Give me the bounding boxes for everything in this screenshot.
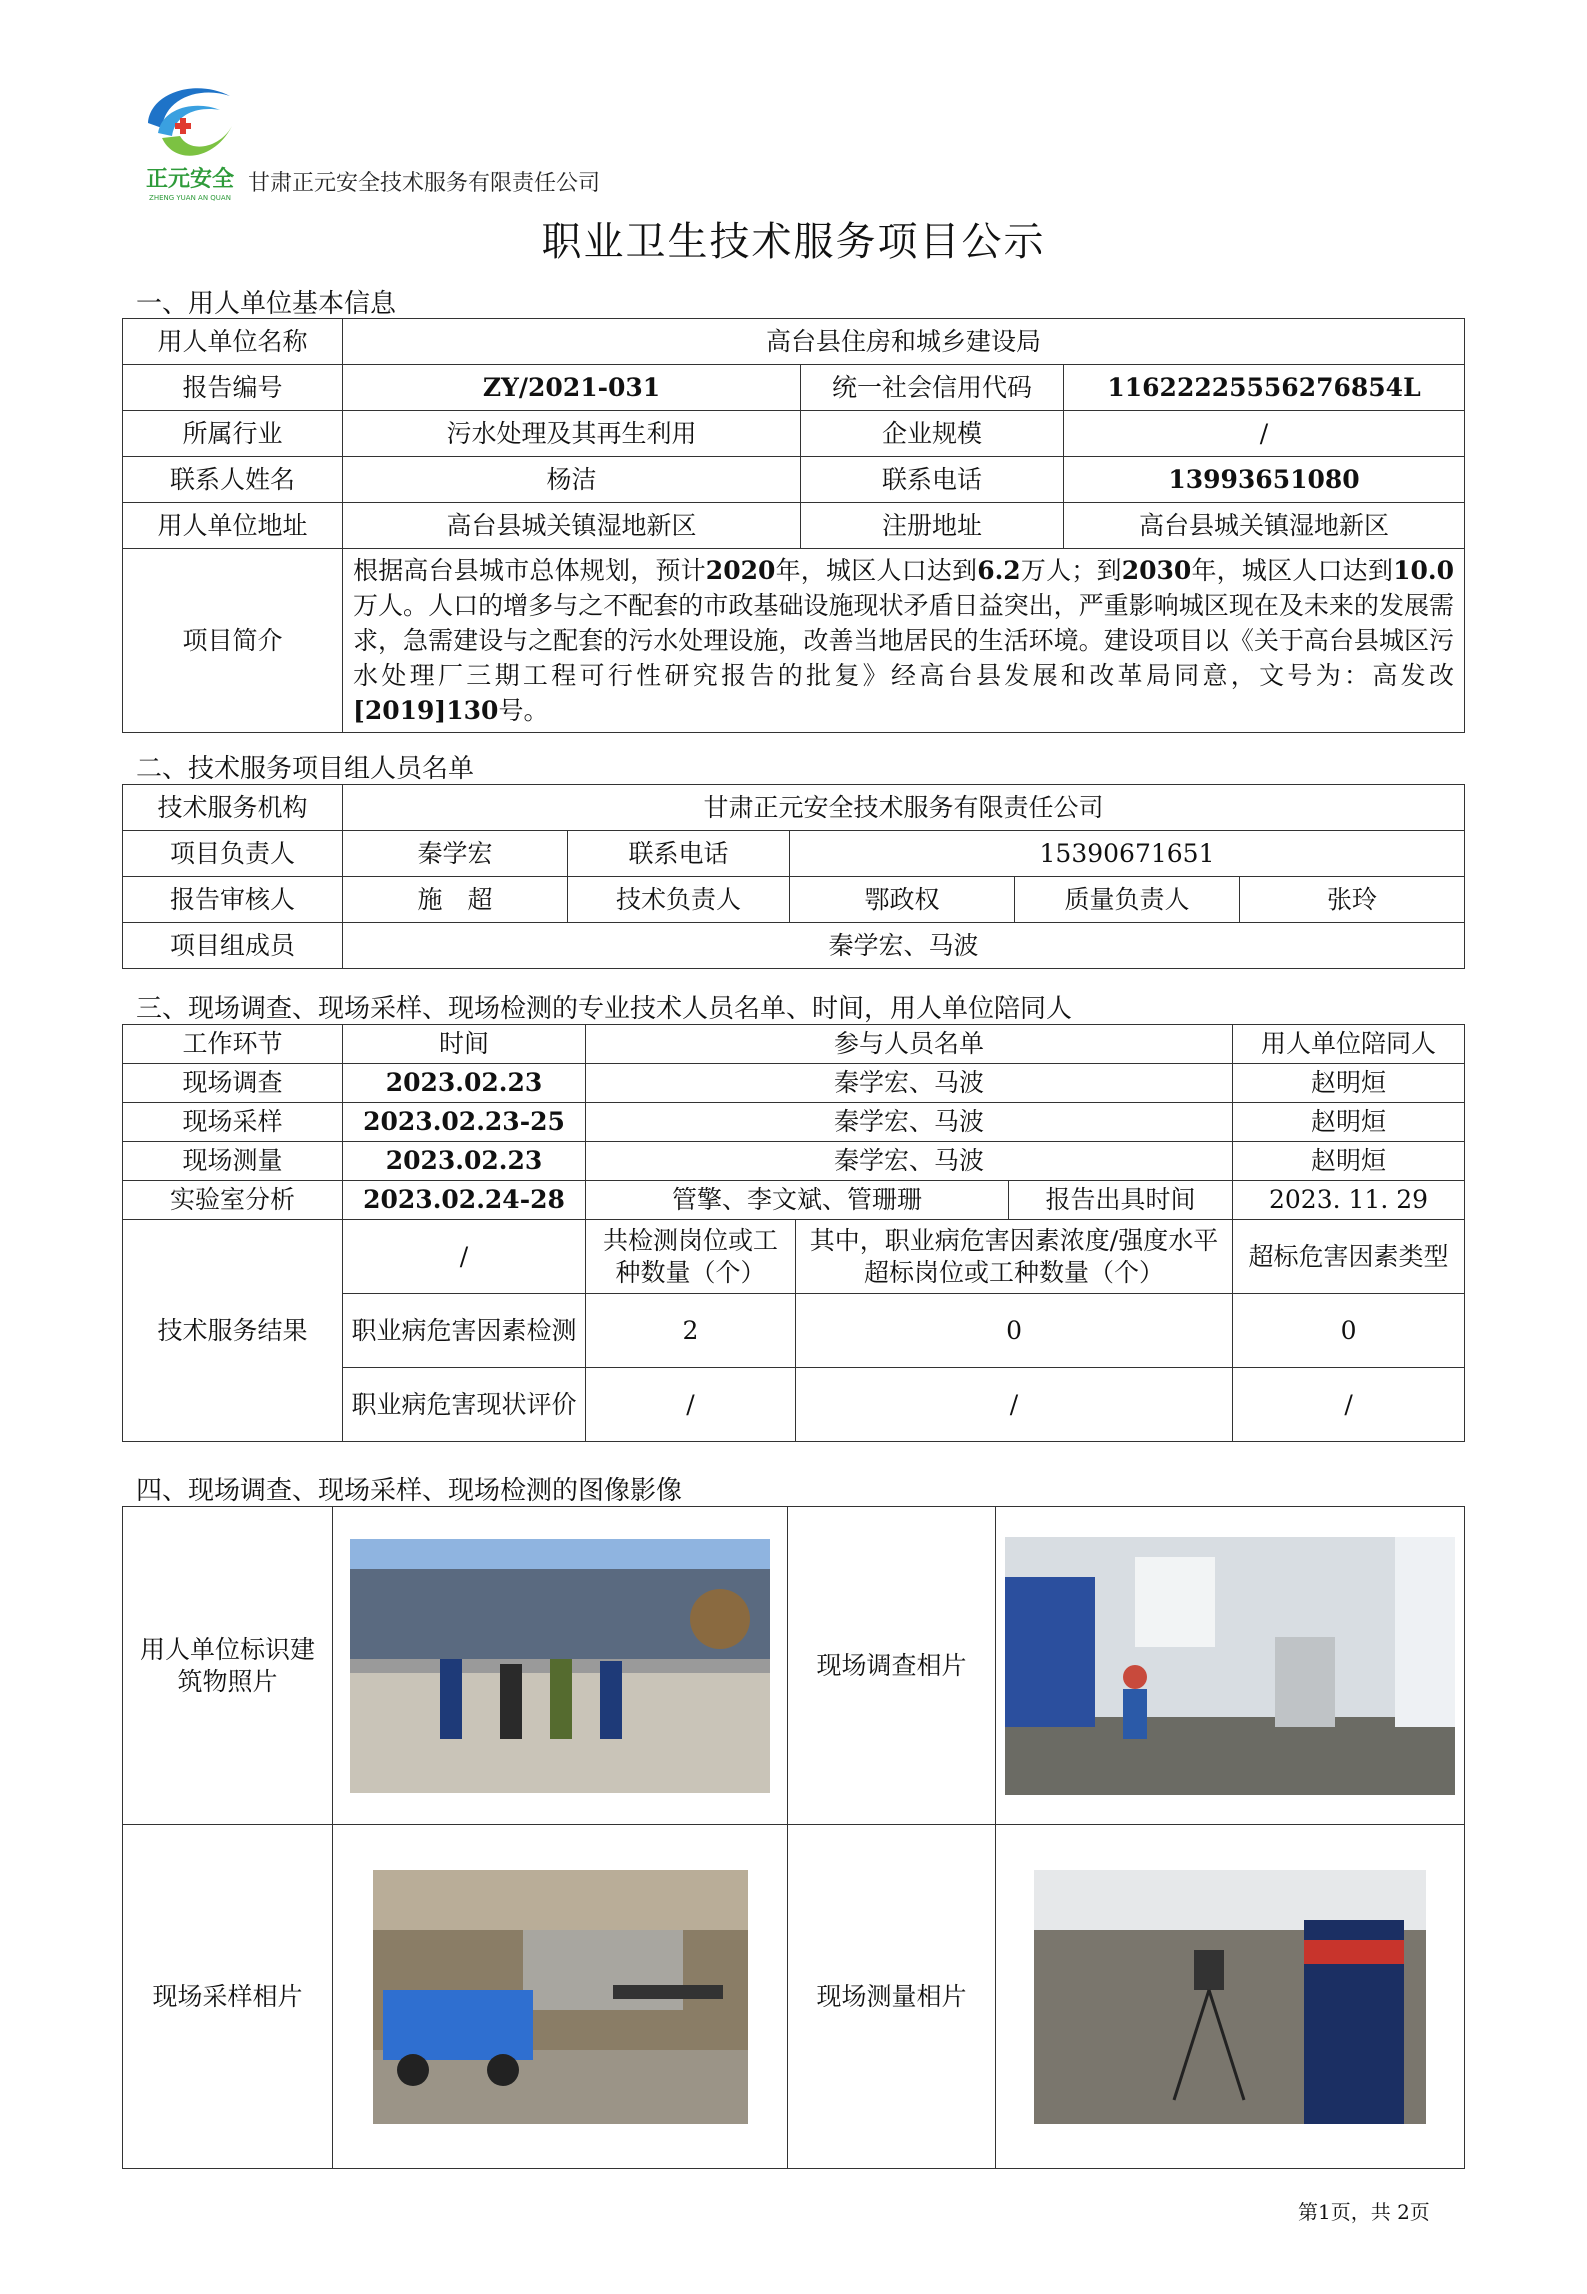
value-scale: / bbox=[1064, 411, 1465, 457]
value-unit-name: 高台县住房和城乡建设局 bbox=[343, 319, 1465, 365]
table-row bbox=[123, 1103, 1465, 1142]
results-row-count: / bbox=[586, 1368, 796, 1442]
stage-cell: 现场调查 bbox=[123, 1064, 343, 1103]
label-org: 技术服务机构 bbox=[123, 785, 343, 831]
label-phone: 联系电话 bbox=[801, 457, 1064, 503]
value-members: 秦学宏、马波 bbox=[343, 923, 1465, 969]
label-leader: 项目负责人 bbox=[123, 831, 343, 877]
section-title-photos: 四、现场调查、现场采样、现场检测的图像影像 bbox=[136, 1476, 683, 1506]
escort-cell: 赵明烜 bbox=[1233, 1142, 1465, 1181]
results-header-slash: / bbox=[343, 1220, 586, 1294]
people-cell: 秦学宏、马波 bbox=[586, 1064, 1233, 1103]
escort-cell: 赵明烜 bbox=[1233, 1064, 1465, 1103]
photo-label-building: 用人单位标识建筑物照片 bbox=[123, 1507, 333, 1825]
label-reg-address: 注册地址 bbox=[801, 503, 1064, 549]
measure-photo bbox=[1034, 1870, 1426, 2124]
value-reviewer: 施 超 bbox=[343, 877, 568, 923]
value-tech-lead: 鄂政权 bbox=[790, 877, 1015, 923]
results-row-type: / bbox=[1233, 1368, 1465, 1442]
value-phone: 13993651080 bbox=[1064, 457, 1465, 503]
label-members: 项目组成员 bbox=[123, 923, 343, 969]
label-scale: 企业规模 bbox=[801, 411, 1064, 457]
header-time: 时间 bbox=[343, 1025, 586, 1064]
survey-photo bbox=[1005, 1537, 1455, 1795]
value-org: 甘肃正元安全技术服务有限责任公司 bbox=[343, 785, 1465, 831]
label-team-phone: 联系电话 bbox=[568, 831, 790, 877]
table-row bbox=[123, 1064, 1465, 1103]
photos-table bbox=[122, 1506, 1465, 2169]
value-leader: 秦学宏 bbox=[343, 831, 568, 877]
results-header-type: 超标危害因素类型 bbox=[1233, 1220, 1465, 1294]
section-title-field-work: 三、现场调查、现场采样、现场检测的专业技术人员名单、时间，用人单位陪同人 bbox=[136, 994, 1073, 1024]
results-row-over: 0 bbox=[796, 1294, 1233, 1368]
label-unit-name: 用人单位名称 bbox=[123, 319, 343, 365]
results-row-name: 职业病危害现状评价 bbox=[343, 1368, 586, 1442]
results-header-count: 共检测岗位或工种数量（个） bbox=[586, 1220, 796, 1294]
photo-label-sampling: 现场采样相片 bbox=[123, 1825, 333, 2169]
results-row-name: 职业病危害因素检测 bbox=[343, 1294, 586, 1368]
time-cell: 2023.02.23-25 bbox=[343, 1103, 586, 1142]
value-address: 高台县城关镇湿地新区 bbox=[343, 503, 801, 549]
label-address: 用人单位地址 bbox=[123, 503, 343, 549]
report-date-value: 2023. 11. 29 bbox=[1233, 1181, 1465, 1220]
time-cell: 2023.02.23 bbox=[343, 1064, 586, 1103]
value-credit-code: 11622225556276854L bbox=[1064, 365, 1465, 411]
table-row bbox=[123, 1181, 1465, 1220]
page-title: 职业卫生技术服务项目公示 bbox=[541, 219, 1046, 265]
page-number: 第1页，共 2页 bbox=[1298, 2200, 1430, 2224]
stage-cell: 现场采样 bbox=[123, 1103, 343, 1142]
results-header-over: 其中，职业病危害因素浓度/强度水平超标岗位或工种数量（个） bbox=[796, 1220, 1233, 1294]
time-cell: 2023.02.23 bbox=[343, 1142, 586, 1181]
table-row bbox=[123, 1142, 1465, 1181]
escort-cell: 赵明烜 bbox=[1233, 1103, 1465, 1142]
value-industry: 污水处理及其再生利用 bbox=[343, 411, 801, 457]
header-escort: 用人单位陪同人 bbox=[1233, 1025, 1465, 1064]
stage-cell: 实验室分析 bbox=[123, 1181, 343, 1220]
team-table bbox=[122, 784, 1465, 969]
header-stage: 工作环节 bbox=[123, 1025, 343, 1064]
company-name-header: 甘肃正元安全技术服务有限责任公司 bbox=[248, 171, 601, 196]
label-reviewer: 报告审核人 bbox=[123, 877, 343, 923]
sampling-photo bbox=[373, 1870, 748, 2124]
value-project-intro: 根据高台县城市总体规划，预计2020年，城区人口达到6.2万人；到2030年，城区人口达到10.0万人。人口的增多与之不配套的市政基础设施现状矛盾日益突出，严重影响城区现在及未来的发展需求，急需建设与之配套的污水处理设施，改善当地居民的生活环境。建设项目以《关于高台县城区污水处理厂三期工程可行性研究报告的批复》经高台县发展和改革局同意，文号为：高发改[2019]130号。 bbox=[343, 549, 1465, 733]
label-credit-code: 统一社会信用代码 bbox=[801, 365, 1064, 411]
people-cell: 管擎、李文斌、管珊珊 bbox=[586, 1181, 1009, 1220]
people-cell: 秦学宏、马波 bbox=[586, 1142, 1233, 1181]
label-results: 技术服务结果 bbox=[123, 1220, 343, 1442]
label-report-no: 报告编号 bbox=[123, 365, 343, 411]
header-people: 参与人员名单 bbox=[586, 1025, 1233, 1064]
photo-label-measure: 现场测量相片 bbox=[788, 1825, 996, 2169]
results-row-over: / bbox=[796, 1368, 1233, 1442]
label-contact: 联系人姓名 bbox=[123, 457, 343, 503]
stage-cell: 现场测量 bbox=[123, 1142, 343, 1181]
results-row-type: 0 bbox=[1233, 1294, 1465, 1368]
report-date-label: 报告出具时间 bbox=[1009, 1181, 1233, 1220]
section-title-team: 二、技术服务项目组人员名单 bbox=[136, 754, 475, 784]
value-report-no: ZY/2021-031 bbox=[343, 365, 801, 411]
field-work-table bbox=[122, 1024, 1465, 1442]
label-tech-lead: 技术负责人 bbox=[568, 877, 790, 923]
building-photo bbox=[350, 1539, 770, 1793]
results-row-count: 2 bbox=[586, 1294, 796, 1368]
logo-subtext: ZHENG YUAN AN QUAN bbox=[149, 194, 231, 202]
value-contact: 杨洁 bbox=[343, 457, 801, 503]
basic-info-table bbox=[122, 318, 1465, 733]
photo-label-survey: 现场调查相片 bbox=[788, 1507, 996, 1825]
people-cell: 秦学宏、马波 bbox=[586, 1103, 1233, 1142]
label-industry: 所属行业 bbox=[123, 411, 343, 457]
value-reg-address: 高台县城关镇湿地新区 bbox=[1064, 503, 1465, 549]
time-cell: 2023.02.24-28 bbox=[343, 1181, 586, 1220]
value-team-phone: 15390671651 bbox=[790, 831, 1465, 877]
company-logo bbox=[140, 78, 240, 208]
logo-text: 正元安全 bbox=[145, 167, 235, 192]
value-quality-lead: 张玲 bbox=[1240, 877, 1465, 923]
label-quality-lead: 质量负责人 bbox=[1015, 877, 1240, 923]
label-project-intro: 项目简介 bbox=[123, 549, 343, 733]
section-title-basic-info: 一、用人单位基本信息 bbox=[136, 289, 397, 319]
